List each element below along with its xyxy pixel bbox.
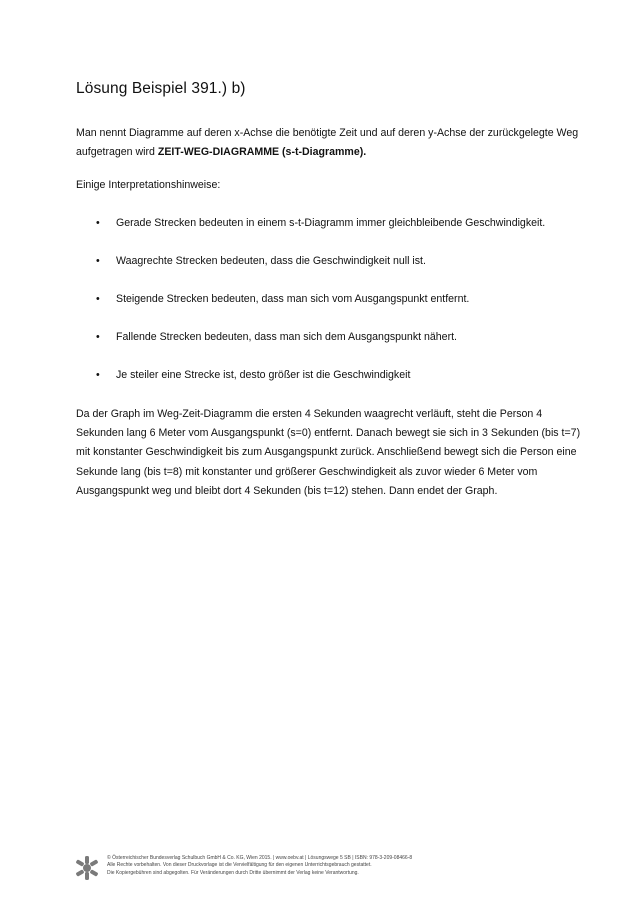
intro-bold-term: ZEIT-WEG-DIAGRAMME (s-t-Diagramme). [157, 145, 367, 158]
explanation-paragraph: Da der Graph im Weg-Zeit-Diagramm die ersten 4 Sekunden waagrecht verläuft, steht die Person 4 Sekunden lang 6 Meter vom Ausgangspunkt (s=0) entfernt. Danach bewegt sie sich in 3 Sekunden (bis t=7) mit konstanter Geschwindigkeit bis zum Ausgangspunkt zurück. Anschließend bewegt sich die Person eine Sekunde lang (bis t=8) mit konstanter und größerer Geschwindigkeit als zuvor wieder 6 Meter vom Ausgangspunkt weg und bleibt dort 4 Sekunden (bis t=12) stehen. Dann endet der Graph. [76, 408, 581, 497]
footer-disclaimer-line: Die Kopiergebühren sind abgegolten. Für Veränderungen durch Dritte übernimmt der Verlag keine Verantwortung. [107, 869, 359, 876]
list-item [76, 328, 576, 366]
hints-list [76, 214, 576, 404]
bullet-icon: • [96, 217, 100, 229]
intro-paragraph [76, 124, 586, 161]
bullet-icon: • [96, 331, 100, 343]
list-item-text: Waagrechte Strecken bedeuten, dass die Geschwindigkeit null ist. [116, 255, 426, 267]
intro-text: Man nennt Diagramme auf deren x-Achse die benötigte Zeit und auf deren y-Achse der zurückgelegte Weg aufgetragen wird [76, 127, 579, 158]
list-item-text: Fallende Strecken bedeuten, dass man sich dem Ausgangspunkt nähert. [116, 331, 457, 343]
list-item [76, 252, 576, 290]
publisher-star-logo-icon [76, 856, 98, 880]
footer-copyright-line: © Österreichischer Bundesverlag Schulbuch GmbH & Co. KG, Wien 2015. | www.oebv.at | Lösungswege 5 SB | ISBN: 978-3-209-08466-8 [107, 855, 413, 861]
list-item-text: Gerade Strecken bedeuten in einem s-t-Diagramm immer gleichbleibende Geschwindigkeit. [116, 217, 546, 229]
list-item [76, 366, 576, 404]
list-item [76, 290, 576, 328]
hints-heading: Einige Interpretationshinweise: [76, 179, 221, 191]
list-item-text: Steigende Strecken bedeuten, dass man sich vom Ausgangspunkt entfernt. [116, 293, 470, 305]
footer-rights-line: Alle Rechte vorbehalten. Von dieser Druckvorlage ist die Vervielfältigung für den eigenen Unterrichtsgebrauch gestattet. [107, 862, 372, 869]
list-item-text: Je steiler eine Strecke ist, desto größer ist die Geschwindigkeit [116, 369, 411, 381]
bullet-icon: • [96, 255, 100, 267]
page-footer [76, 852, 576, 882]
footer-text [107, 855, 412, 877]
list-item [76, 214, 576, 252]
bullet-icon: • [96, 369, 100, 381]
bullet-icon: • [96, 293, 100, 305]
page-title: Lösung Beispiel 391.) b) [76, 80, 246, 97]
